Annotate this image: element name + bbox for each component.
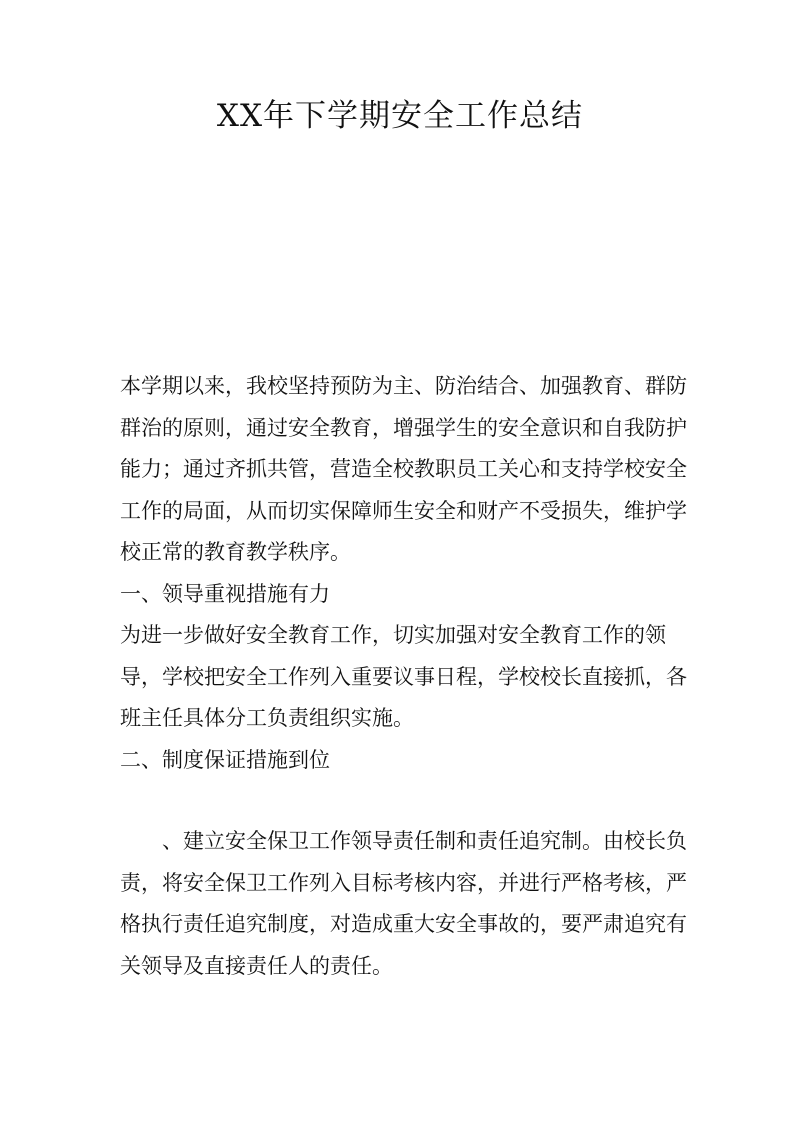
page-title: XX年下学期安全工作总结	[216, 98, 584, 134]
section-heading-2: 二、制度保证措施到位	[120, 747, 330, 772]
section-body-1: 为进一步做好安全教育工作，切实加强对安全教育工作的领导，学校把安全工作列入重要议事日程，学校校长直接抓，各班主任具体分工负责组织实施。	[120, 623, 687, 730]
paragraph-gap	[120, 781, 690, 821]
document-body	[120, 366, 690, 987]
section-heading-1: 一、领导重视措施有力	[120, 581, 330, 606]
intro-paragraph: 本学期以来，我校坚持预防为主、防治结合、加强教育、群防群治的原则，通过安全教育，增强学生的安全意识和自我防护能力；通过齐抓共管，营造全校教职员工关心和支持学校安全工作的局面，从而切实保障师生安全和财产不受损失，维护学校正常的教育教学秩序。	[120, 374, 687, 564]
section-item-1: 、建立安全保卫工作领导责任制和责任追究制。由校长负责，将安全保卫工作列入目标考核内容，并进行严格考核，严格执行责任追究制度，对造成重大安全事故的，要严肃追究有关领导及直接责任人的责任。	[120, 829, 687, 978]
